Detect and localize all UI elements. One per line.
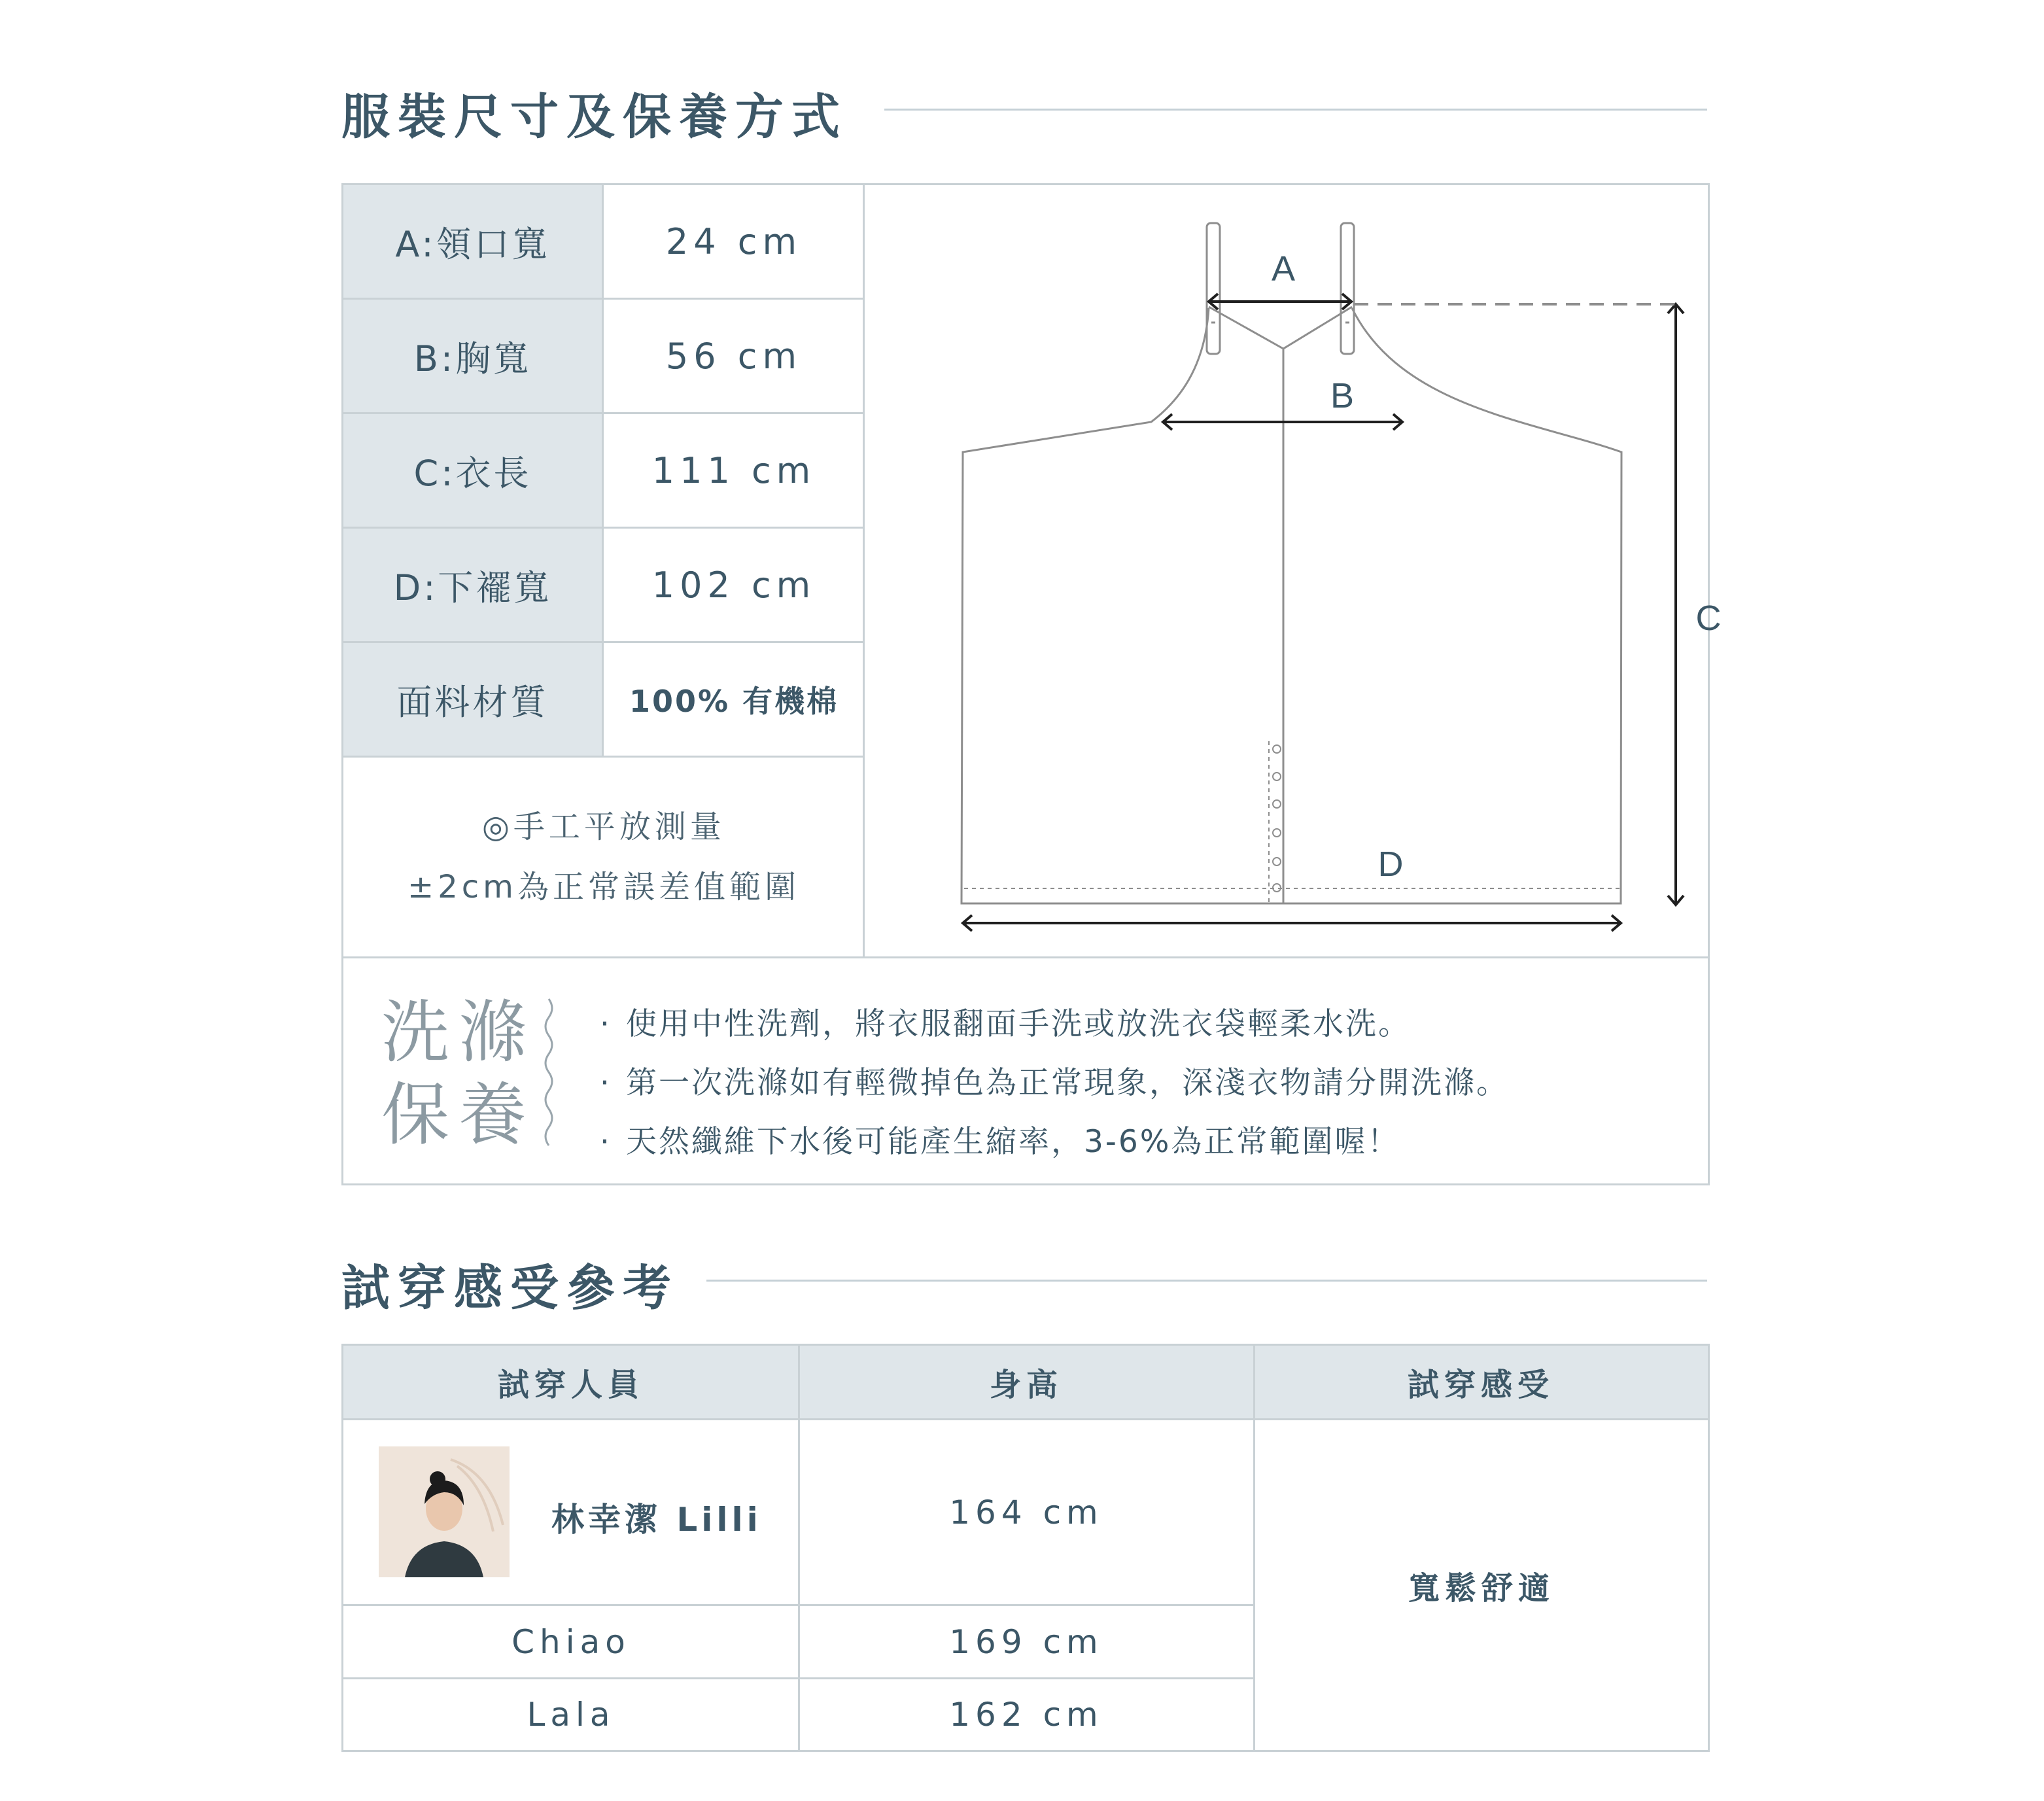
diagram-label-d: D [1377,845,1404,884]
size-label: A:領口寬 [343,185,604,298]
size-section-rule [884,109,1707,111]
tryon-name: Chiao [511,1623,631,1661]
tryon-table [341,1344,1710,1752]
tryon-section-title-text: 試穿感受參考 [341,1260,679,1316]
care-title-line1: 洗滌 [381,992,536,1072]
tryon-section-rule [706,1280,1707,1282]
size-row-material [343,643,864,758]
size-label: C:衣長 [343,414,604,527]
size-value: 24 cm [665,220,803,262]
size-row-a [343,185,864,300]
tryon-feeling: 寬鬆舒適 [1408,1569,1555,1607]
bullet: · [600,1124,612,1160]
garment-diagram [865,185,1722,956]
avatar [379,1446,510,1577]
size-label: 面料材質 [343,643,604,756]
tryon-height: 162 cm [949,1696,1103,1734]
table-row [343,1420,799,1605]
bullet: · [600,1006,612,1042]
measurement-note-line2: ±2cm為正常誤差值範圍 [407,869,800,905]
size-row-c [343,414,864,529]
measurement-note [343,758,864,956]
diagram-label-a: A [1271,249,1296,289]
care-list [600,995,1509,1172]
wave-divider-icon [541,999,557,1149]
care-item: · 使用中性洗劑，將衣服翻面手洗或放洗衣袋輕柔水洗。 [600,995,1509,1054]
tryon-height: 164 cm [949,1494,1103,1531]
diagram-label-c: C [1695,599,1722,638]
tryon-header-feeling: 試穿感受 [1254,1346,1708,1420]
size-section-title [341,79,848,148]
size-value: 56 cm [665,335,803,377]
size-chart-box [341,183,1722,1185]
size-label: D:下襬寬 [343,529,604,641]
care-title-line2: 保養 [381,1075,536,1155]
size-value: 102 cm [651,564,816,606]
size-row-d [343,529,864,643]
tryon-header-height: 身高 [799,1346,1254,1420]
size-label: B:胸寬 [343,300,604,412]
care-section [343,958,1708,1183]
care-item: · 天然纖維下水後可能產生縮率，3-6%為正常範圍喔！ [600,1113,1509,1172]
size-value: 100% 有機棉 [629,684,839,719]
tryon-name: Lala [527,1696,615,1734]
tryon-section-title [341,1250,679,1319]
care-item: · 第一次洗滌如有輕微掉色為正常現象，深淺衣物請分開洗滌。 [600,1054,1509,1113]
tryon-height: 169 cm [949,1623,1103,1661]
care-title [381,991,536,1156]
diagram-label-b: B [1330,376,1355,415]
bullet: · [600,1065,612,1101]
size-section-title-text: 服裝尺寸及保養方式 [341,89,848,145]
size-row-b [343,300,864,414]
measurement-note-line1: ◎手工平放測量 [482,809,725,845]
tryon-name: 林幸潔 Lilli [551,1501,762,1539]
tryon-header-person: 試穿人員 [343,1346,799,1420]
size-value: 111 cm [651,449,816,491]
